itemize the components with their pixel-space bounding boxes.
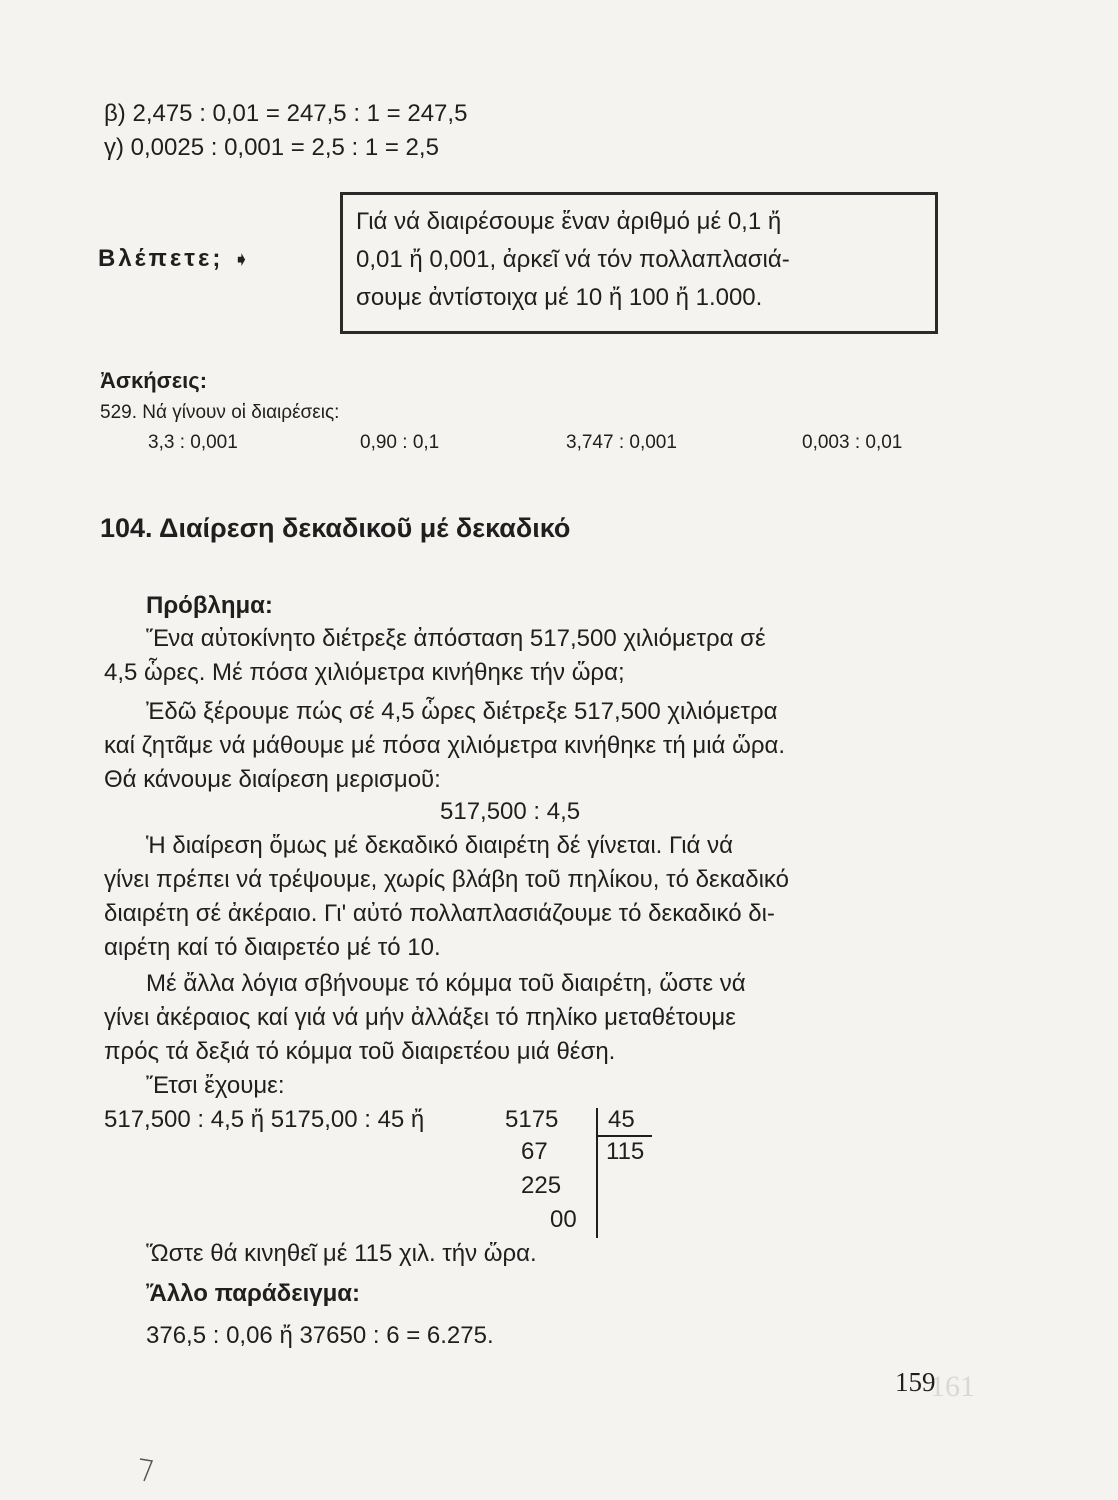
see-label-text: Βλέπετε; xyxy=(98,245,224,272)
exercise-item-1: 3,3 : 0,001 xyxy=(148,432,238,453)
paragraph-3-line-4: αιρέτη καί τό διαιρετέο μέ τό 10. xyxy=(104,934,441,961)
exercise-item-4: 0,003 : 0,01 xyxy=(802,432,903,453)
conclusion: Ὥστε θά κινηθεῖ μέ 115 χιλ. τήν ὥρα. xyxy=(146,1240,537,1267)
rule-line-2: 0,01 ἤ 0,001, ἀρκεῖ νά τόν πολλαπλασιά- xyxy=(356,246,790,273)
thus-label: Ἔτσι ἔχουμε: xyxy=(146,1072,285,1099)
paragraph-4-line-2: γίνει ἀκέραιος καί γιά νά μήν ἀλλάξει τό πηλίκο μεταθέτουμε xyxy=(104,1004,736,1031)
arrow-icon: ➧ xyxy=(233,249,253,271)
paragraph-3-line-1: Ἡ διαίρεση ὅμως μέ δεκαδικό διαιρέτη δέ γίνεται. Γιά νά xyxy=(146,832,733,859)
paragraph-3-line-3: διαιρέτη σέ ἀκέραιο. Γι' αὐτό πολλαπλασιάζουμε τό δεκαδικό δι- xyxy=(104,900,775,927)
division-horizontal-rule xyxy=(596,1135,652,1137)
example-line-c: γ) 0,0025 : 0,001 = 2,5 : 1 = 2,5 xyxy=(104,134,439,161)
paragraph-2-line-2: καί ζητᾶμε νά μάθουμε μέ πόσα χιλιόμετρα κινήθηκε τή μιά ὥρα. xyxy=(104,732,786,759)
division-quotient: 115 xyxy=(606,1138,645,1165)
division-vertical-rule xyxy=(596,1108,598,1238)
paragraph-4-line-1: Μέ ἄλλα λόγια σβήνουμε τό κόμμα τοῦ διαιρέτη, ὥστε νά xyxy=(146,970,746,997)
bleed-through-page-number: 161 xyxy=(930,1370,975,1403)
another-example-label: Ἄλλο παράδειγμα: xyxy=(146,1280,361,1307)
problem-line-1: Ἕνα αὐτοκίνητο διέτρεξε ἀπόσταση 517,500 χιλιόμετρα σέ xyxy=(146,625,766,652)
page-number: 159 xyxy=(895,1367,936,1397)
example-line-b: β) 2,475 : 0,01 = 247,5 : 1 = 247,5 xyxy=(104,100,468,127)
problem-line-2: 4,5 ὧρες. Μέ πόσα χιλιόμετρα κινήθηκε τήν ὥρα; xyxy=(104,659,625,686)
division-step-3: 00 xyxy=(550,1206,577,1233)
division-step-2: 225 xyxy=(521,1172,562,1199)
division-expression: 517,500 : 4,5 xyxy=(440,798,581,825)
paragraph-3-line-2: γίνει πρέπει νά τρέψουμε, χωρίς βλάβη τοῦ πηλίκου, τό δεκαδικό xyxy=(104,866,789,893)
problem-label: Πρόβλημα: xyxy=(146,592,273,619)
pen-mark-icon xyxy=(136,1455,156,1485)
division-divisor: 45 xyxy=(608,1106,635,1133)
rule-line-3: σουμε ἀντίστοιχα μέ 10 ἤ 100 ἤ 1.000. xyxy=(356,284,763,311)
paragraph-2-line-3: Θά κάνουμε διαίρεση μερισμοῦ: xyxy=(104,766,441,793)
exercise-instruction: 529. Νά γίνουν οἱ διαιρέσεις: xyxy=(100,402,340,423)
division-step-1: 67 xyxy=(521,1138,548,1165)
paragraph-4-line-3: πρός τά δεξιά τό κόμμα τοῦ διαιρετέου μιά θέση. xyxy=(104,1038,616,1065)
exercises-heading: Ἀσκήσεις: xyxy=(100,368,208,393)
see-label xyxy=(98,245,253,273)
another-example-expression: 376,5 : 0,06 ἤ 37650 : 6 = 6.275. xyxy=(146,1322,494,1349)
division-dividend: 5175 xyxy=(505,1106,559,1133)
section-title: 104. Διαίρεση δεκαδικοῦ μέ δεκαδικό xyxy=(100,513,571,543)
exercise-item-2: 0,90 : 0,1 xyxy=(360,432,440,453)
rule-line-1: Γιά νά διαιρέσουμε ἕναν ἀριθμό μέ 0,1 ἤ xyxy=(356,208,782,235)
equation-line: 517,500 : 4,5 ἤ 5175,00 : 45 ἤ xyxy=(104,1106,425,1133)
exercise-item-3: 3,747 : 0,001 xyxy=(566,432,677,453)
paragraph-2-line-1: Ἐδῶ ξέρουμε πώς σέ 4,5 ὧρες διέτρεξε 517,500 χιλιόμετρα xyxy=(146,698,778,725)
